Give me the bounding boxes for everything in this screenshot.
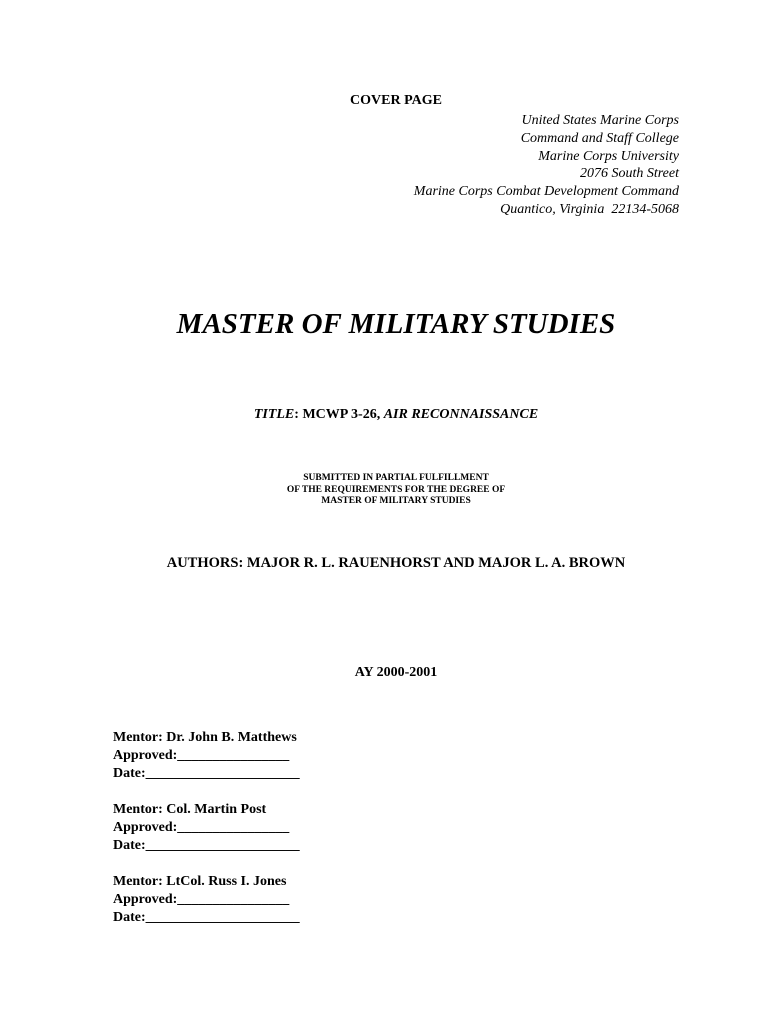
title-name: AIR RECONNAISSANCE xyxy=(383,407,539,422)
mentor-name: Mentor: Col. Martin Post xyxy=(113,802,267,817)
thesis-title xyxy=(0,407,770,423)
academic-year: AY 2000-2001 xyxy=(354,665,438,680)
mentor-name: Mentor: Dr. John B. Matthews xyxy=(113,730,297,745)
submission-line-3: MASTER OF MILITARY STUDIES xyxy=(321,496,471,506)
address-line-6: Quantico, Virginia 22134-5068 xyxy=(500,202,679,217)
mentor-block-1 xyxy=(113,729,300,783)
date-line: Date:______________________ xyxy=(113,766,300,781)
submission-statement xyxy=(0,473,770,508)
approved-line: Approved:________________ xyxy=(113,892,290,907)
date-line: Date:______________________ xyxy=(113,910,300,925)
address-line-1: United States Marine Corps xyxy=(521,113,679,128)
mentor-name: Mentor: LtCol. Russ I. Jones xyxy=(113,874,287,889)
title-label: TITLE xyxy=(253,407,295,422)
authors-line: AUTHORS: MAJOR R. L. RAUENHORST AND MAJOR L. A. BROWN xyxy=(166,555,626,571)
address-line-5: Marine Corps Combat Development Command xyxy=(413,184,679,199)
submission-line-1: SUBMITTED IN PARTIAL FULFILLMENT xyxy=(303,473,489,483)
address-line-2: Command and Staff College xyxy=(520,131,679,146)
approved-line: Approved:________________ xyxy=(113,748,290,763)
title-code: MCWP 3-26, xyxy=(302,407,384,422)
date-line: Date:______________________ xyxy=(113,838,300,853)
approved-line: Approved:________________ xyxy=(113,820,290,835)
degree-title: MASTER OF MILITARY STUDIES xyxy=(176,308,616,340)
mentor-block-2 xyxy=(113,801,300,855)
title-separator: : xyxy=(294,407,303,422)
mentor-block-3 xyxy=(113,873,300,927)
address-line-3: Marine Corps University xyxy=(538,149,679,164)
address-line-4: 2076 South Street xyxy=(579,166,679,181)
cover-page-label: COVER PAGE xyxy=(350,93,442,108)
submission-line-2: OF THE REQUIREMENTS FOR THE DEGREE OF xyxy=(286,484,506,495)
